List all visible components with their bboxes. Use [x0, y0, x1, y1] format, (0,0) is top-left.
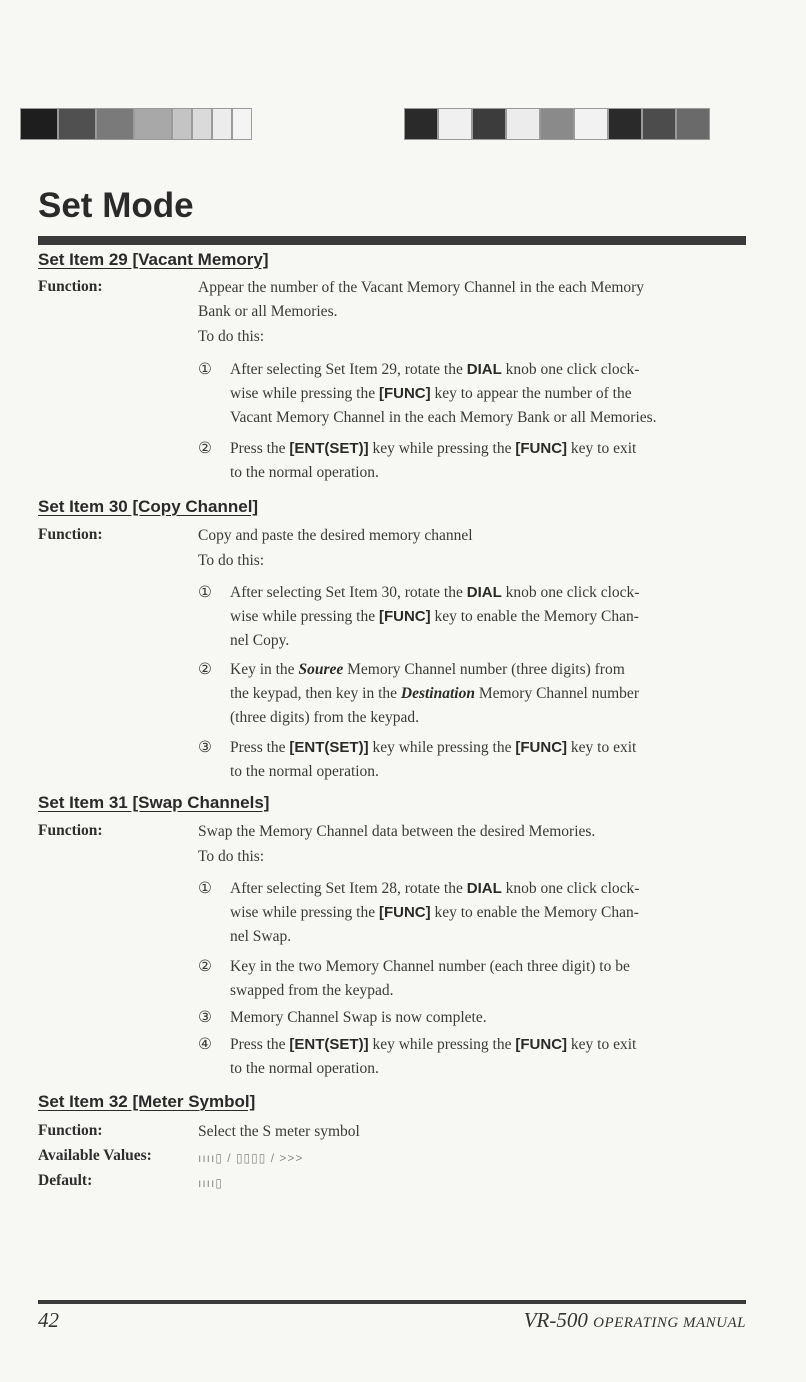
todo-label: To do this: — [198, 552, 265, 569]
step-item — [198, 1033, 746, 1081]
step-line: nel Swap. — [230, 928, 292, 945]
registration-swatch — [252, 108, 290, 140]
registration-swatch — [172, 108, 192, 140]
title-rule — [38, 236, 746, 245]
step-line: Press the [ENT(SET)] key while pressing the [FUNC] key to exit — [230, 440, 637, 457]
step-number: ① — [198, 361, 212, 378]
step-line: swapped from the keypad. — [230, 982, 394, 999]
function-label: Function: — [38, 278, 103, 295]
function-text-line: Copy and paste the desired memory channel — [198, 527, 473, 544]
default-value: ıııı▯ — [198, 1176, 223, 1190]
step-item — [198, 1006, 746, 1030]
step-item — [198, 437, 746, 485]
step-text — [230, 1033, 746, 1081]
step-number: ① — [198, 880, 212, 897]
available-values-label: Available Values: — [38, 1147, 152, 1164]
registration-swatch — [96, 108, 134, 140]
registration-swatch — [290, 108, 328, 140]
step-number: ② — [198, 661, 212, 678]
step-text — [230, 1006, 746, 1030]
step-text — [230, 358, 746, 430]
step-text — [230, 955, 746, 1003]
function-text: Select the S meter symbol — [198, 1123, 360, 1140]
todo-label: To do this: — [198, 328, 265, 345]
function-text-line: Bank or all Memories. — [198, 303, 338, 320]
step-line: wise while pressing the [FUNC] key to enable the Memory Chan- — [230, 904, 639, 921]
function-text-line: Appear the number of the Vacant Memory Channel in the each Memory — [198, 279, 645, 296]
registration-swatch — [676, 108, 710, 140]
registration-swatch — [366, 108, 404, 140]
default-label: Default: — [38, 1172, 93, 1189]
registration-swatch — [20, 108, 58, 140]
step-number: ① — [198, 584, 212, 601]
available-values: ıııı▯ / ▯▯▯▯ / >>> — [198, 1151, 304, 1165]
step-line: After selecting Set Item 29, rotate the DIAL knob one click clock- — [230, 361, 640, 378]
registration-swatch — [438, 108, 472, 140]
step-line: Key in the two Memory Channel number (each three digit) to be — [230, 958, 630, 975]
step-item — [198, 877, 746, 949]
manual-title-prefix: VR-500 — [523, 1308, 594, 1332]
registration-swatch — [642, 108, 676, 140]
step-number: ② — [198, 958, 212, 975]
step-item — [198, 736, 746, 784]
registration-swatch — [608, 108, 642, 140]
step-line: (three digits) from the keypad. — [230, 709, 419, 726]
registration-swatch — [472, 108, 506, 140]
step-number: ③ — [198, 739, 212, 756]
step-number: ② — [198, 440, 212, 457]
step-line: After selecting Set Item 28, rotate the DIAL knob one click clock- — [230, 880, 640, 897]
function-label: Function: — [38, 526, 103, 543]
manual-title-smallcaps: OPERATING MANUAL — [593, 1315, 746, 1331]
function-label: Function: — [38, 822, 103, 839]
function-text-line: Swap the Memory Channel data between the desired Memories. — [198, 823, 596, 840]
section-heading-29: Set Item 29 [Vacant Memory] — [38, 250, 269, 269]
todo-label: To do this: — [198, 848, 265, 865]
registration-swatch — [192, 108, 212, 140]
step-line: Vacant Memory Channel in the each Memory Bank or all Memories. — [230, 409, 657, 426]
step-text — [230, 437, 746, 485]
step-line: wise while pressing the [FUNC] key to enable the Memory Chan- — [230, 608, 639, 625]
function-label: Function: — [38, 1122, 103, 1139]
step-text — [230, 877, 746, 949]
registration-swatch — [404, 108, 438, 140]
step-number: ④ — [198, 1036, 212, 1053]
step-line: Press the [ENT(SET)] key while pressing the [FUNC] key to exit — [230, 1036, 637, 1053]
manual-title — [524, 1308, 746, 1333]
step-line: After selecting Set Item 30, rotate the DIAL knob one click clock- — [230, 584, 640, 601]
step-line: to the normal operation. — [230, 1060, 379, 1077]
step-item — [198, 955, 746, 1003]
registration-swatch — [328, 108, 366, 140]
step-line: Key in the Souree Memory Channel number (three digits) from — [230, 661, 625, 678]
step-text — [230, 581, 746, 653]
step-text — [230, 658, 746, 730]
page-number: 42 — [38, 1308, 59, 1332]
section-heading-31: Set Item 31 [Swap Channels] — [38, 793, 270, 812]
step-line: wise while pressing the [FUNC] key to appear the number of the — [230, 385, 632, 402]
step-line: Memory Channel Swap is now complete. — [230, 1009, 487, 1026]
registration-swatch — [574, 108, 608, 140]
registration-swatch — [58, 108, 96, 140]
step-line: Press the [ENT(SET)] key while pressing the [FUNC] key to exit — [230, 739, 637, 756]
step-item — [198, 658, 746, 730]
step-line: nel Copy. — [230, 632, 290, 649]
step-item — [198, 358, 746, 430]
page-title: Set Mode — [38, 186, 194, 225]
section-heading-32: Set Item 32 [Meter Symbol] — [38, 1092, 256, 1111]
registration-marks — [20, 108, 806, 140]
section-heading-30: Set Item 30 [Copy Channel] — [38, 497, 259, 516]
step-text — [230, 736, 746, 784]
registration-swatch — [212, 108, 232, 140]
registration-swatch — [134, 108, 172, 140]
footer-rule — [38, 1300, 746, 1304]
step-line: the keypad, then key in the Destination Memory Channel number — [230, 685, 639, 702]
step-item — [198, 581, 746, 653]
registration-swatch — [540, 108, 574, 140]
step-line: to the normal operation. — [230, 464, 379, 481]
registration-swatch — [506, 108, 540, 140]
step-number: ③ — [198, 1009, 212, 1026]
registration-swatch — [232, 108, 252, 140]
step-line: to the normal operation. — [230, 763, 379, 780]
